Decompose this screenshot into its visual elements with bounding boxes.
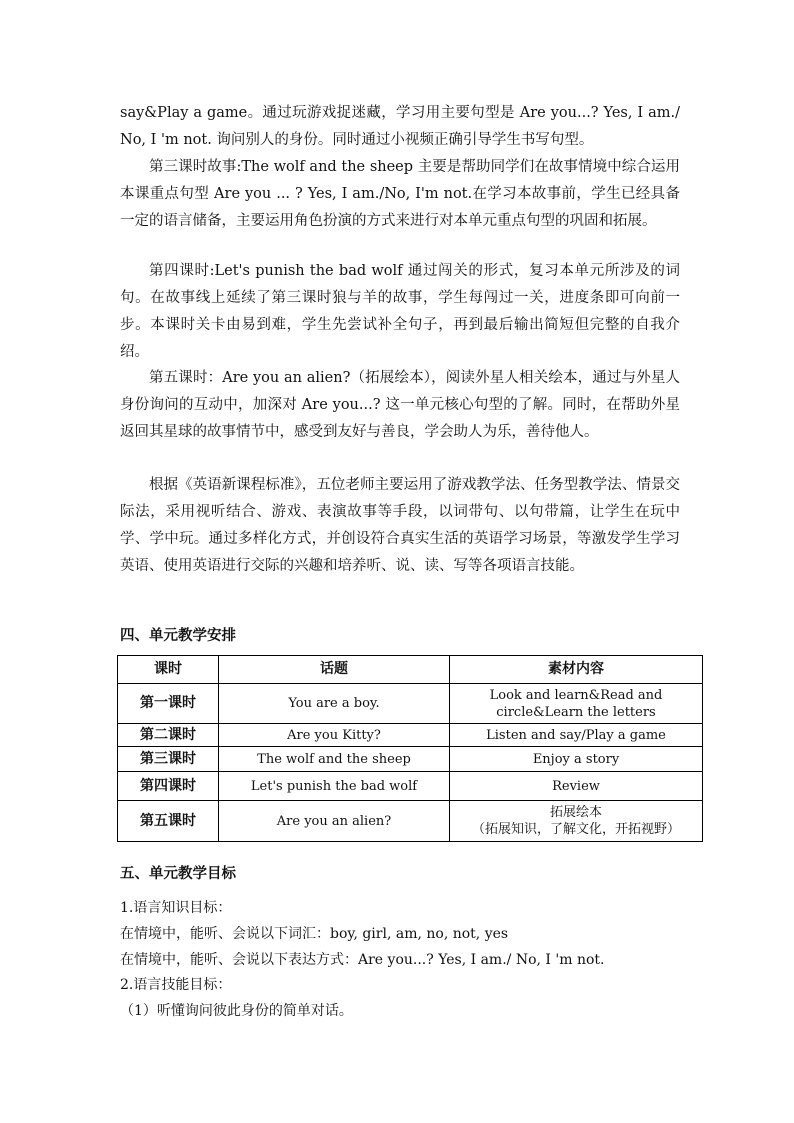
table-row [118,772,703,801]
topic-cell: Are you Kitty? [219,724,450,747]
lesson-cell: 第一课时 [118,684,219,724]
objective-line: （1）听懂询问彼此身份的简单对话。 [120,1003,353,1019]
header-lesson: 课时 [118,656,219,684]
paragraph-lesson4: 第四课时:Let's punish the bad wolf 通过闯关的形式，复习本单元所涉及的词句。在故事线上延续了第三课时狼与羊的故事，学生每闯过一关，进度条即可向前一步。本课时关卡由易到难，学生先尝试补全句子，再到最后输出简短但完整的自我介绍。 [120,263,680,360]
schedule-table [117,655,703,842]
material-cell: Review [450,772,703,801]
table-row [118,724,703,747]
objective-line: 在情境中，能听、会说以下表达方式：Are you...? Yes, I am./ No, I 'm not. [120,952,605,968]
table-header-row [118,656,703,684]
topic-cell: Let's punish the bad wolf [219,772,450,801]
header-material: 素材内容 [450,656,703,684]
material-line: 拓展绘本 [549,805,602,820]
lesson-cell: 第三课时 [118,747,219,772]
material-cell [450,684,703,724]
lesson-cell: 第二课时 [118,724,219,747]
lesson-cell: 第五课时 [118,801,219,842]
objective-line: 2.语言技能目标： [120,977,232,993]
table-row [118,747,703,772]
table-row [118,801,703,842]
topic-cell: You are a boy. [219,684,450,724]
lesson-cell: 第四课时 [118,772,219,801]
material-cell: Enjoy a story [450,747,703,772]
material-line: circle&Learn the letters [496,704,656,720]
paragraph-methods: 根据《英语新课程标准》，五位老师主要运用了游戏教学法、任务型教学法、情景交际法，采用视听结合、游戏、表演故事等手段，以词带句、以句带篇，让学生在玩中学、学中玩。通过多样化方式，并创设符合真实生活的英语学习场景，等激发学生学习英语、使用英语进行交际的兴趣和培养听、说、读、写等各项语言技能。 [120,477,680,574]
topic-cell: The wolf and the sheep [219,747,450,772]
objective-line: 1.语言知识目标： [120,900,232,916]
material-cell: Listen and say/Play a game [450,724,703,747]
header-topic: 话题 [219,656,450,684]
section4-heading: 四、单元教学安排 [120,628,236,644]
objective-line: 在情境中，能听、会说以下词汇：boy, girl, am, no, not, yes [120,926,509,942]
material-line: Look and learn&Read and [489,687,663,703]
paragraph-lesson2-tail: say&Play a game。通过玩游戏捉迷藏，学习用主要句型是 Are you...? Yes, I am./ No, I 'm not. 询问别人的身份。同时通过小视频正确引导学生书写句型。 [120,105,680,148]
table-row [118,684,703,724]
topic-cell: Are you an alien? [219,801,450,842]
paragraph-lesson5: 第五课时：Are you an alien?（拓展绘本），阅读外星人相关绘本，通过与外星人身份询问的互动中，加深对 Are you...? 这一单元核心句型的了解。同时，在帮助外星返回其星球的故事情节中，感受到友好与善良，学会助人为乐，善待他人。 [120,370,680,440]
material-line: （拓展知识，了解文化，开拓视野） [471,822,680,837]
material-cell [450,801,703,842]
section5-heading: 五、单元教学目标 [120,866,236,882]
paragraph-lesson3: 第三课时故事:The wolf and the sheep 主要是帮助同学们在故事情境中综合运用本课重点句型 Are you ... ? Yes, I am./No, I'm not.在学习本故事前，学生已经具备一定的语言储备，主要运用角色扮演的方式来进行对本单元重点句型的巩固和拓展。 [120,159,680,229]
